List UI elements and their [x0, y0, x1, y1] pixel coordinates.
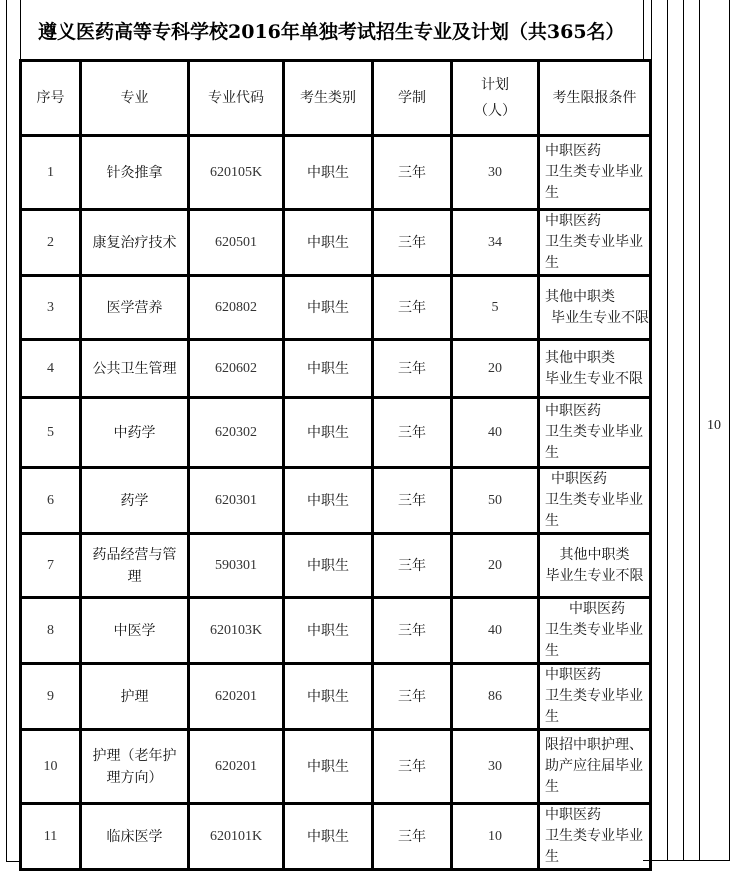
- req-line: 其他中职类: [545, 349, 615, 366]
- cell-seq: 8: [21, 598, 81, 664]
- cell-duration: 三年: [373, 804, 452, 870]
- header-plan-line1: 计划: [481, 77, 509, 93]
- header-duration: 学制: [373, 61, 452, 136]
- cell-category: 中职生: [284, 804, 373, 870]
- cell-category: 中职生: [284, 276, 373, 340]
- cell-seq: 1: [21, 136, 81, 210]
- req-line: 中职医药: [545, 667, 601, 683]
- cell-requirements: [539, 598, 651, 664]
- header-seq: 序号: [21, 61, 81, 136]
- req-line: 中职医药: [569, 601, 625, 617]
- req-line: 卫生类专业毕业: [545, 492, 643, 508]
- cell-plan: 10: [452, 804, 539, 870]
- cell-code: 620101K: [189, 804, 284, 870]
- cell-code: 620302: [189, 398, 284, 468]
- req-line: 中职医药: [545, 213, 601, 229]
- cell-duration: 三年: [373, 468, 452, 534]
- cell-plan: 50: [452, 468, 539, 534]
- frame-line-right-2: [667, 0, 668, 861]
- cell-duration: 三年: [373, 534, 452, 598]
- req-line: 助产应往届毕业: [545, 758, 643, 774]
- cell-code: 620802: [189, 276, 284, 340]
- cell-major: 药学: [81, 468, 189, 534]
- frame-line-right-border: [643, 0, 644, 60]
- cell-category: 中职生: [284, 534, 373, 598]
- cell-requirements: [539, 340, 651, 398]
- req-line: 毕业生专业不限: [545, 567, 644, 584]
- cell-code: 590301: [189, 534, 284, 598]
- cell-requirements: [539, 664, 651, 730]
- cell-code: 620105K: [189, 136, 284, 210]
- req-line: 卫生类专业毕业: [545, 688, 643, 704]
- cell-category: 中职生: [284, 136, 373, 210]
- table-row: [21, 276, 651, 340]
- cell-code: 620301: [189, 468, 284, 534]
- table-row: [21, 534, 651, 598]
- document-title: 遵义医药高等专科学校2016年单独考试招生专业及计划（共365名）: [38, 20, 625, 43]
- frame-line-right-5: [729, 0, 730, 861]
- cell-code: 620201: [189, 664, 284, 730]
- cell-plan: 20: [452, 534, 539, 598]
- table-row: [21, 340, 651, 398]
- header-category: 考生类别: [284, 61, 373, 136]
- enrollment-plan-table: [19, 59, 652, 871]
- cell-seq: 7: [21, 534, 81, 598]
- cell-seq: 6: [21, 468, 81, 534]
- req-line: 中职医药: [545, 403, 601, 419]
- req-line: 卫生类专业毕业: [545, 622, 643, 638]
- cell-seq: 5: [21, 398, 81, 468]
- req-line: 生: [545, 779, 559, 795]
- req-line: 卫生类专业毕业: [545, 828, 643, 844]
- table-row: [21, 210, 651, 276]
- cell-requirements: [539, 276, 651, 340]
- cell-code: 620201: [189, 730, 284, 804]
- cell-major: 中医学: [81, 598, 189, 664]
- cell-major: 中药学: [81, 398, 189, 468]
- cell-seq: 2: [21, 210, 81, 276]
- cell-code: 620103K: [189, 598, 284, 664]
- header-major: 专业: [81, 61, 189, 136]
- cell-plan: 40: [452, 398, 539, 468]
- cell-code: 620602: [189, 340, 284, 398]
- req-line: 卫生类专业毕业: [545, 234, 643, 250]
- cell-major: 康复治疗技术: [81, 210, 189, 276]
- cell-category: 中职生: [284, 210, 373, 276]
- req-line: 卫生类专业毕业: [545, 164, 643, 180]
- cell-seq: 4: [21, 340, 81, 398]
- cell-seq: 9: [21, 664, 81, 730]
- frame-line-left-inner: [20, 0, 21, 60]
- cell-plan: 30: [452, 136, 539, 210]
- req-line: 其他中职类: [559, 546, 630, 563]
- cell-category: 中职生: [284, 468, 373, 534]
- table-row: [21, 468, 651, 534]
- cell-category: 中职生: [284, 340, 373, 398]
- cell-major: 临床医学: [81, 804, 189, 870]
- table-row: [21, 136, 651, 210]
- cell-seq: 11: [21, 804, 81, 870]
- cell-requirements: [539, 730, 651, 804]
- cell-major: 护理（老年护理方向）: [81, 730, 189, 804]
- cell-requirements: [539, 468, 651, 534]
- req-line: 生: [545, 643, 559, 659]
- req-line: 生: [545, 513, 559, 529]
- cell-plan: 5: [452, 276, 539, 340]
- req-line: 生: [545, 185, 559, 201]
- req-line: 中职医药: [545, 143, 601, 159]
- cell-duration: 三年: [373, 276, 452, 340]
- cell-duration: 三年: [373, 664, 452, 730]
- cell-plan: 40: [452, 598, 539, 664]
- cell-major: 药品经营与管理: [81, 534, 189, 598]
- side-column-value: 10: [707, 418, 721, 433]
- cell-major: 针灸推拿: [81, 136, 189, 210]
- cell-code: 620501: [189, 210, 284, 276]
- req-line: 毕业生专业不限: [551, 309, 649, 326]
- cell-requirements: [539, 398, 651, 468]
- table-row: [21, 664, 651, 730]
- table-header-row: [21, 61, 651, 136]
- cell-duration: 三年: [373, 398, 452, 468]
- req-line: 生: [545, 255, 559, 271]
- cell-requirements: [539, 534, 651, 598]
- cell-duration: 三年: [373, 340, 452, 398]
- cell-category: 中职生: [284, 398, 373, 468]
- cell-plan: 20: [452, 340, 539, 398]
- cell-duration: 三年: [373, 598, 452, 664]
- cell-duration: 三年: [373, 210, 452, 276]
- cell-requirements: [539, 136, 651, 210]
- req-line: 卫生类专业毕业: [545, 424, 643, 440]
- cell-requirements: [539, 210, 651, 276]
- table-row: [21, 730, 651, 804]
- req-line: 生: [545, 849, 559, 865]
- header-code: 专业代码: [189, 61, 284, 136]
- cell-category: 中职生: [284, 664, 373, 730]
- frame-line-left-outer: [6, 0, 7, 862]
- frame-line-bottom-right: [643, 860, 730, 861]
- req-line: 中职医药: [545, 807, 601, 823]
- frame-line-right-3: [683, 0, 684, 861]
- cell-major: 护理: [81, 664, 189, 730]
- cell-major: 医学营养: [81, 276, 189, 340]
- req-line: 生: [545, 709, 559, 725]
- cell-requirements: [539, 804, 651, 870]
- header-plan-line2: （人）: [474, 103, 516, 119]
- cell-plan: 34: [452, 210, 539, 276]
- table-row: [21, 598, 651, 664]
- req-line: 限招中职护理、: [545, 737, 643, 753]
- table-row: [21, 804, 651, 870]
- req-line: 生: [545, 445, 559, 461]
- cell-plan: 30: [452, 730, 539, 804]
- req-line: 毕业生专业不限: [545, 370, 643, 387]
- cell-duration: 三年: [373, 730, 452, 804]
- cell-plan: 86: [452, 664, 539, 730]
- cell-duration: 三年: [373, 136, 452, 210]
- header-plan: [452, 61, 539, 136]
- req-line: 其他中职类: [545, 288, 615, 305]
- header-requirements: 考生限报条件: [539, 61, 651, 136]
- cell-major: 公共卫生管理: [81, 340, 189, 398]
- cell-seq: 3: [21, 276, 81, 340]
- cell-category: 中职生: [284, 730, 373, 804]
- cell-category: 中职生: [284, 598, 373, 664]
- cell-seq: 10: [21, 730, 81, 804]
- req-line: 中职医药: [551, 471, 607, 487]
- table-row: [21, 398, 651, 468]
